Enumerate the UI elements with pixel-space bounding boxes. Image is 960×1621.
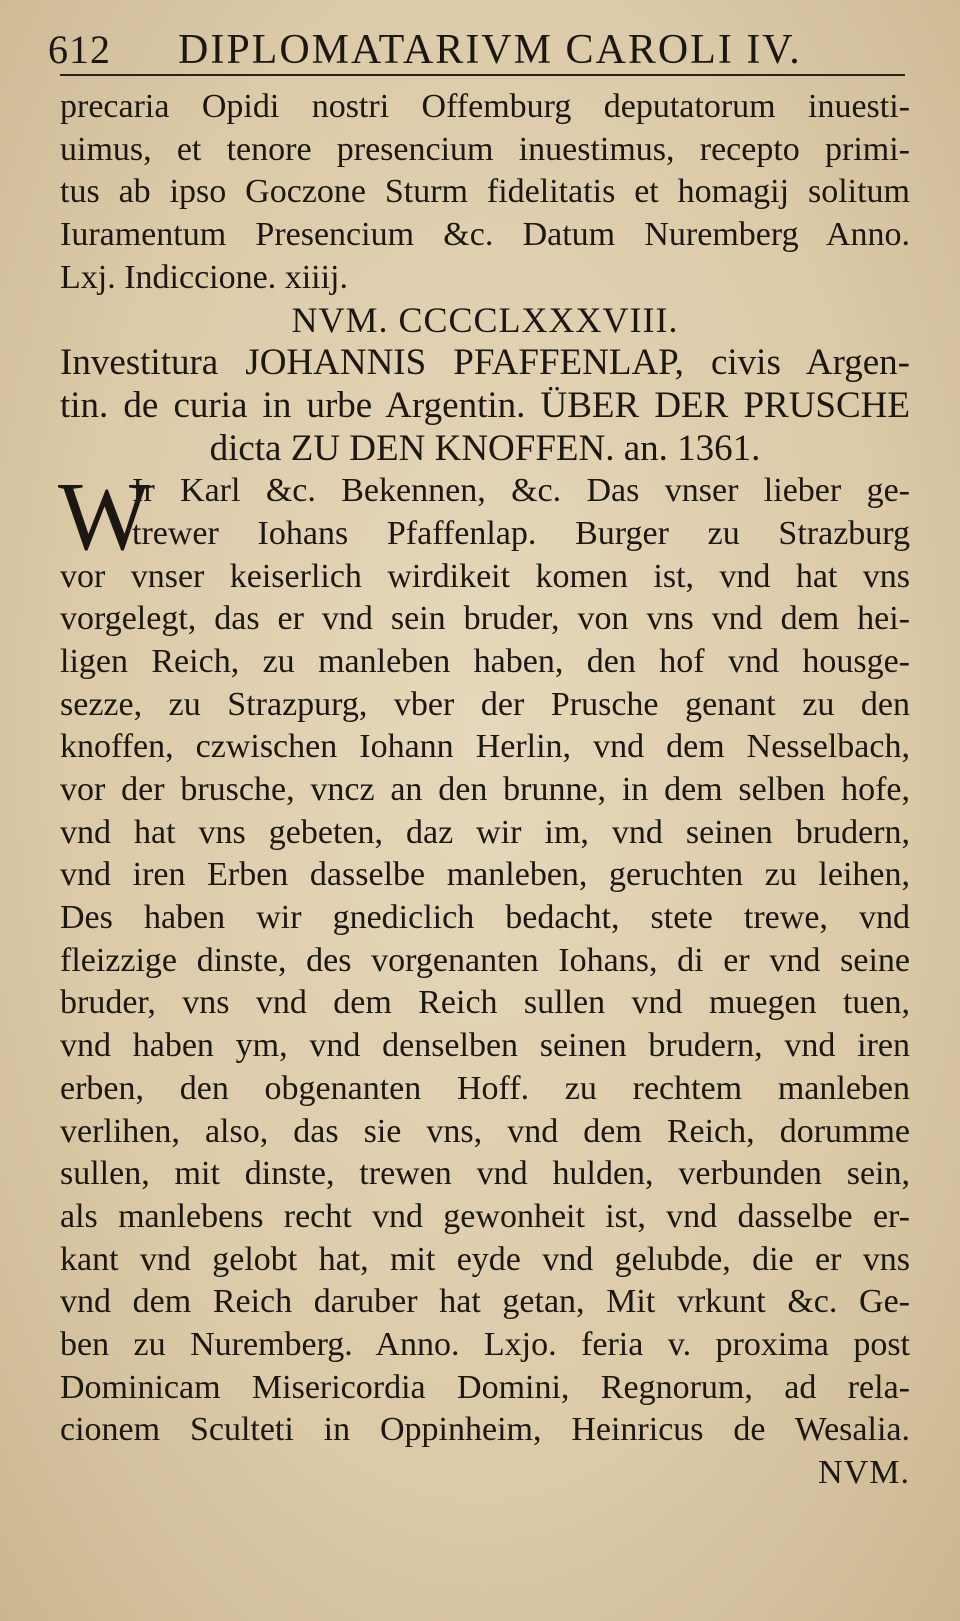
text-line: vnd hat vns gebeten, daz wir im, vnd seinen brudern, [60,813,910,851]
text-line: vnd dem Reich daruber hat getan, Mit vrkunt &c. Ge- [60,1283,910,1321]
text-line: fleizzige dinste, des vorgenanten Iohans, di er vnd seine [60,941,910,979]
text-line: Lxj. Indiccione. xiiij. [60,258,348,296]
text-line: tus ab ipso Goczone Sturm fidelitatis et homagij solitum [60,173,910,211]
text-line: vnd haben ym, vnd denselben seinen brudern, vnd iren [60,1027,910,1065]
text-line: cionem Sculteti in Oppinheim, Heinricus de Wesalia. [60,1411,910,1449]
text-line: Iuramentum Presencium &c. Datum Nuremberg Anno. [60,216,910,254]
document-opening [58,463,910,572]
text-line: ligen Reich, zu manleben haben, den hof vnd housge- [60,642,910,680]
text-line: vor der brusche, vncz an den brunne, in dem selben hofe, [60,771,910,808]
document-title [60,342,910,470]
text-line: Des haben wir gnediclich bedacht, stete trewe, vnd [60,899,910,937]
text-line: kant vnd gelobt hat, mit eyde vnd gelubde, die er vns [60,1240,910,1278]
text-line: bruder, vns vnd dem Reich sullen vnd muegen tuen, [60,984,910,1022]
text-line: trewer Iohans Pfaffenlap. Burger zu Strazburg [132,514,910,552]
document-body [60,556,910,1452]
text-line: vor vnser keiserlich wirdikeit komen ist, vnd hat vns [60,557,910,595]
text-line: Ir Karl &c. Bekennen, &c. Das vnser lieber ge- [132,472,910,510]
title-line: Investitura JOHANNIS PFAFFENLAP, civis Argen- [60,342,910,384]
text-line: sezze, zu Strazpurg, vber der Prusche genant zu den [60,685,910,723]
text-line: erben, den obgenanten Hoff. zu rechtem manleben [60,1069,910,1107]
document-number-heading: NVM. CCCCLXXXVIII. [291,300,679,341]
header-rule [60,74,905,76]
text-line: vnd iren Erben dasselbe manleben, geruchten zu leihen, [60,856,910,894]
catchword: NVM. [818,1454,910,1491]
text-line: uimus, et tenore presencium inuestimus, recepto primi- [60,130,910,168]
text-line: vorgelegt, das er vnd sein bruder, von vns vnd dem hei- [60,600,910,638]
text-line: verlihen, also, das sie vns, vnd dem Reich, dorumme [60,1112,910,1150]
page-number: 612 [48,27,111,72]
body-text [60,86,910,1495]
page-header [48,20,908,76]
title-line: dicta ZU DEN KNOFFEN. an. 1361. [209,427,761,469]
text-line: sullen, mit dinste, trewen vnd hulden, verbunden sein, [60,1155,910,1193]
text-line: ben zu Nuremberg. Anno. Lxjo. feria v. proxima post [60,1325,910,1363]
text-line: knoffen, czwischen Iohann Herlin, vnd dem Nesselbach, [60,728,910,766]
running-title: DIPLOMATARIVM CAROLI IV. [178,27,802,73]
title-line: tin. de curia in urbe Argentin. ÜBER DER PRUSCHE [60,384,910,426]
text-line: als manlebens recht vnd gewonheit ist, vnd dasselbe er- [60,1197,910,1235]
text-line: precaria Opidi nostri Offemburg deputatorum inuesti- [60,88,910,125]
text-line: Dominicam Misericordia Domini, Regnorum, ad rela- [60,1368,910,1406]
paragraph-1 [60,86,910,299]
drop-cap-initial: W [58,463,151,572]
